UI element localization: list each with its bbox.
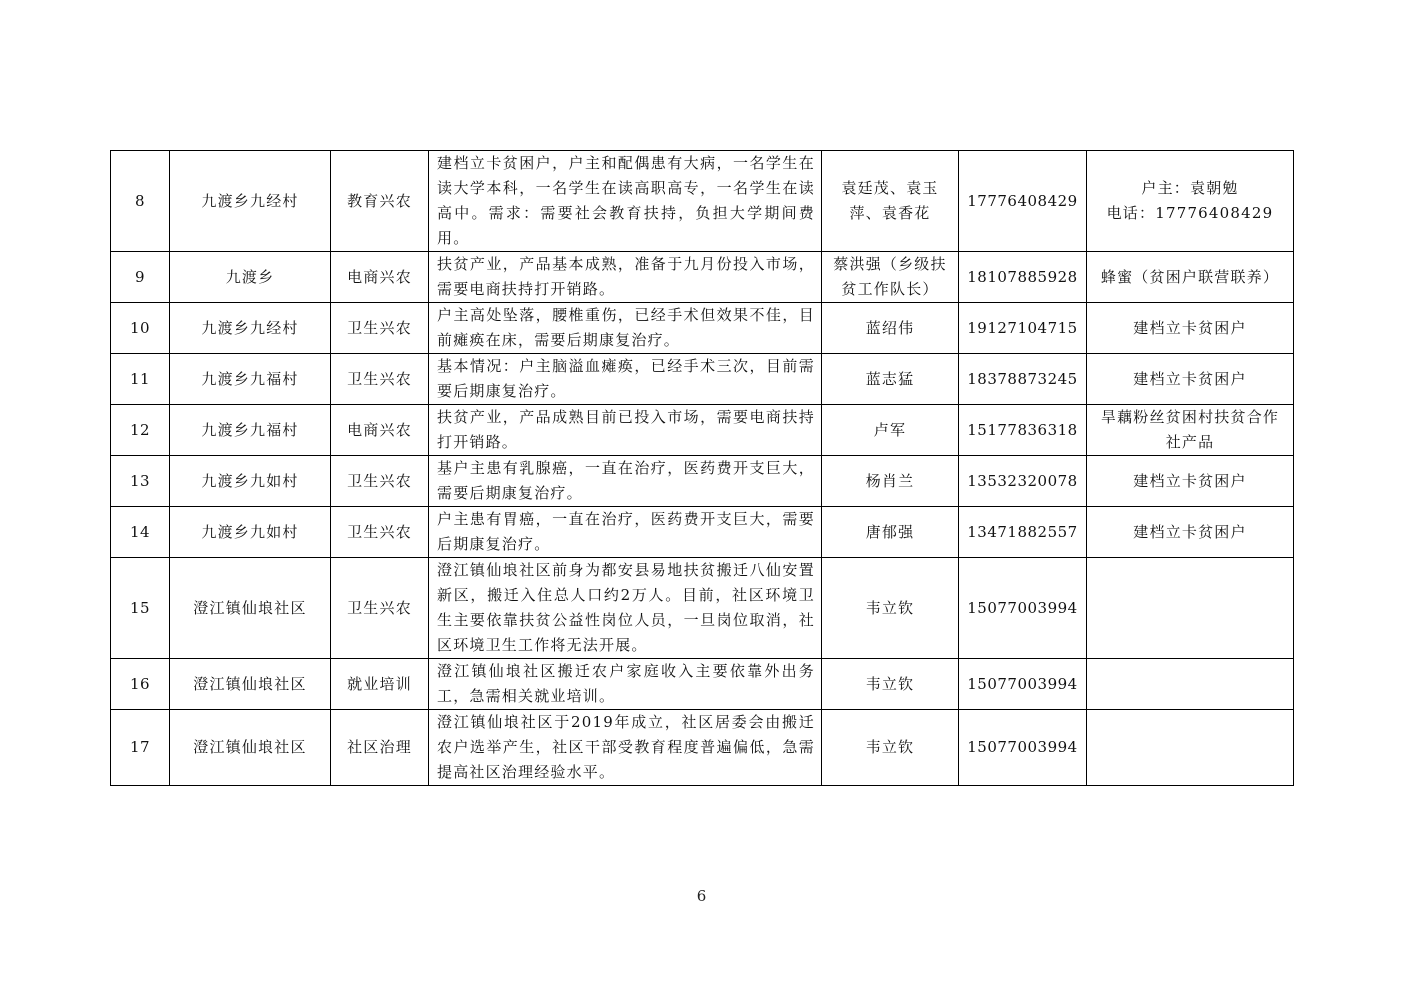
description-cell: 扶贫产业，产品成熟目前已投入市场，需要电商扶持打开销路。 — [429, 405, 822, 456]
phone-cell: 15077003994 — [959, 659, 1087, 710]
phone-cell: 17776408429 — [959, 151, 1087, 252]
remark-line: 蜂蜜（贫困户联营联养） — [1100, 267, 1280, 286]
contact-person-cell: 唐郁强 — [822, 507, 959, 558]
remark-cell — [1087, 558, 1294, 659]
remark-cell — [1087, 151, 1294, 252]
description-cell: 户主高处坠落，腰椎重伤，已经手术但效果不佳，目前瘫痪在床，需要后期康复治疗。 — [429, 303, 822, 354]
table-row — [111, 151, 1294, 252]
location-cell: 澄江镇仙埌社区 — [170, 710, 331, 786]
category-cell: 社区治理 — [331, 710, 429, 786]
remark-cell — [1087, 659, 1294, 710]
row-number: 10 — [111, 303, 170, 354]
phone-cell: 15077003994 — [959, 710, 1087, 786]
location-cell: 澄江镇仙埌社区 — [170, 659, 331, 710]
phone-cell: 18378873245 — [959, 354, 1087, 405]
remark-line: 建档立卡贫困户 — [1133, 318, 1247, 337]
row-number: 13 — [111, 456, 170, 507]
category-cell: 卫生兴农 — [331, 558, 429, 659]
contact-person-cell: 蔡洪强（乡级扶贫工作队长） — [822, 252, 959, 303]
page-number: 6 — [696, 887, 707, 905]
remark-line: 户主：袁朝勉 — [1141, 179, 1239, 197]
remark-line: 建档立卡贫困户 — [1133, 522, 1247, 541]
table-row — [111, 710, 1294, 786]
row-number: 12 — [111, 405, 170, 456]
description-cell: 建档立卡贫困户，户主和配偶患有大病，一名学生在读大学本科，一名学生在读高职高专，一名学生在读高中。需求：需要社会教育扶持，负担大学期间费用。 — [429, 151, 822, 252]
records-table — [110, 150, 1294, 786]
phone-cell: 19127104715 — [959, 303, 1087, 354]
remark-cell — [1087, 354, 1294, 405]
phone-cell: 13532320078 — [959, 456, 1087, 507]
table-row — [111, 659, 1294, 710]
contact-person-cell: 卢军 — [822, 405, 959, 456]
remark-cell — [1087, 303, 1294, 354]
description-cell: 澄江镇仙埌社区于2019年成立，社区居委会由搬迁农户选举产生，社区干部受教育程度普遍偏低，急需提高社区治理经验水平。 — [429, 710, 822, 786]
row-number: 16 — [111, 659, 170, 710]
row-number: 17 — [111, 710, 170, 786]
description-cell: 澄江镇仙埌社区前身为都安县易地扶贫搬迁八仙安置新区，搬迁入住总人口约2万人。目前，社区环境卫生主要依靠扶贫公益性岗位人员，一旦岗位取消，社区环境卫生工作将无法开展。 — [429, 558, 822, 659]
remark-cell — [1087, 456, 1294, 507]
remark-line: 建档立卡贫困户 — [1133, 369, 1247, 388]
description-cell: 户主患有胃癌，一直在治疗，医药费开支巨大，需要后期康复治疗。 — [429, 507, 822, 558]
table-row — [111, 252, 1294, 303]
location-cell: 九渡乡九如村 — [170, 507, 331, 558]
contact-person-cell: 杨肖兰 — [822, 456, 959, 507]
row-number: 11 — [111, 354, 170, 405]
location-cell: 澄江镇仙埌社区 — [170, 558, 331, 659]
category-cell: 电商兴农 — [331, 252, 429, 303]
row-number: 8 — [111, 151, 170, 252]
category-cell: 卫生兴农 — [331, 507, 429, 558]
location-cell: 九渡乡九经村 — [170, 151, 331, 252]
category-cell: 卫生兴农 — [331, 456, 429, 507]
phone-cell: 15077003994 — [959, 558, 1087, 659]
remark-cell — [1087, 710, 1294, 786]
contact-person-cell: 韦立钦 — [822, 558, 959, 659]
phone-cell: 13471882557 — [959, 507, 1087, 558]
table-row — [111, 405, 1294, 456]
description-cell: 扶贫产业，产品基本成熟，准备于九月份投入市场，需要电商扶持打开销路。 — [429, 252, 822, 303]
location-cell: 九渡乡九福村 — [170, 405, 331, 456]
table-row — [111, 558, 1294, 659]
remark-line: 建档立卡贫困户 — [1133, 471, 1247, 490]
remark-line: 电话：17776408429 — [1106, 204, 1274, 222]
contact-person-cell: 韦立钦 — [822, 710, 959, 786]
description-cell: 基户主患有乳腺癌，一直在治疗，医药费开支巨大，需要后期康复治疗。 — [429, 456, 822, 507]
remark-cell — [1087, 252, 1294, 303]
contact-person-cell: 袁廷茂、袁玉萍、袁香花 — [822, 151, 959, 252]
table-row — [111, 507, 1294, 558]
description-cell: 澄江镇仙埌社区搬迁农户家庭收入主要依靠外出务工，急需相关就业培训。 — [429, 659, 822, 710]
location-cell: 九渡乡 — [170, 252, 331, 303]
phone-cell: 18107885928 — [959, 252, 1087, 303]
remark-line: 旱藕粉丝贫困村扶贫合作社产品 — [1100, 408, 1280, 451]
contact-person-cell: 韦立钦 — [822, 659, 959, 710]
location-cell: 九渡乡九如村 — [170, 456, 331, 507]
location-cell: 九渡乡九经村 — [170, 303, 331, 354]
row-number: 15 — [111, 558, 170, 659]
category-cell: 教育兴农 — [331, 151, 429, 252]
table-row — [111, 456, 1294, 507]
contact-person-cell: 蓝绍伟 — [822, 303, 959, 354]
table-row — [111, 354, 1294, 405]
phone-cell: 15177836318 — [959, 405, 1087, 456]
location-cell: 九渡乡九福村 — [170, 354, 331, 405]
row-number: 9 — [111, 252, 170, 303]
category-cell: 卫生兴农 — [331, 354, 429, 405]
row-number: 14 — [111, 507, 170, 558]
category-cell: 卫生兴农 — [331, 303, 429, 354]
category-cell: 电商兴农 — [331, 405, 429, 456]
contact-person-cell: 蓝志猛 — [822, 354, 959, 405]
remark-cell — [1087, 507, 1294, 558]
remark-cell — [1087, 405, 1294, 456]
category-cell: 就业培训 — [331, 659, 429, 710]
table-row — [111, 303, 1294, 354]
description-cell: 基本情况：户主脑溢血瘫痪，已经手术三次，目前需要后期康复治疗。 — [429, 354, 822, 405]
